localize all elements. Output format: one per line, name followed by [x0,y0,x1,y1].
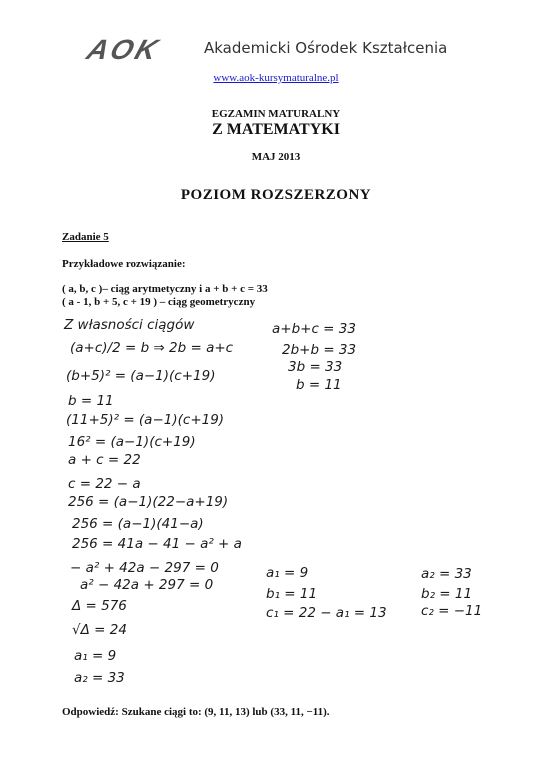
task-subtitle: Przykładowe rozwiązanie: [62,258,186,270]
hw-left-12: a² − 42a + 297 = 0 [80,577,214,593]
hw-left-14: √Δ = 24 [72,622,127,638]
hw-sol2-c: c₂ = −11 [421,603,483,619]
hw-left-1: (a+c)/2 = b ⇒ 2b = a+c [70,340,234,356]
hw-left-15: a₁ = 9 [74,648,117,664]
exam-level: POZIOM ROZSZERZONY [180,187,372,203]
hw-right-1: 2b+b = 33 [282,342,357,358]
hw-sol2-b: b₂ = 11 [421,586,473,602]
hw-left-10: 256 = 41a − 41 − a² + a [72,536,242,552]
exam-date: MAJ 2013 [251,151,301,163]
hw-left-16: a₂ = 33 [74,670,125,686]
exam-title-line1: EGZAMIN MATURALNY [211,108,341,120]
hw-left-4: (11+5)² = (a−1)(c+19) [66,412,225,428]
hw-left-0: Z własności ciągów [64,317,195,333]
hw-sol1-a: a₁ = 9 [266,565,309,581]
hw-sol2-a: a₂ = 33 [421,566,472,582]
task-condition-1: ( a, b, c )– ciąg arytmetyczny i a + b + c = 33 [62,283,268,295]
exam-title-line2: Z MATEMATYKI [212,121,340,138]
answer-text: Odpowiedź: Szukane ciągi to: (9, 11, 13) lub (33, 11, −11). [62,706,330,718]
hw-right-0: a+b+c = 33 [272,321,356,337]
hw-left-5: 16² = (a−1)(c+19) [68,434,196,450]
organization-name: Akademicki Ośrodek Kształcenia [204,39,448,57]
hw-left-3: b = 11 [68,393,114,409]
hw-left-6: a + c = 22 [68,452,141,468]
hw-left-13: Δ = 576 [72,598,127,614]
hw-right-2: 3b = 33 [288,359,343,375]
task-condition-2: ( a - 1, b + 5, c + 19 ) – ciąg geometryczny [62,296,256,308]
website-link[interactable]: www.aok-kursymaturalne.pl [213,72,339,84]
hw-sol1-c: c₁ = 22 − a₁ = 13 [266,605,387,621]
aok-logo: AOK [83,34,165,65]
hw-sol1-b: b₁ = 11 [266,586,318,602]
task-title: Zadanie 5 [62,231,109,243]
hw-left-7: c = 22 − a [68,476,141,492]
hw-left-11: − a² + 42a − 297 = 0 [70,560,219,576]
hw-left-2: (b+5)² = (a−1)(c+19) [66,368,216,384]
hw-left-9: 256 = (a−1)(41−a) [72,516,204,532]
hw-left-8: 256 = (a−1)(22−a+19) [68,494,229,510]
hw-right-3: b = 11 [296,377,342,393]
